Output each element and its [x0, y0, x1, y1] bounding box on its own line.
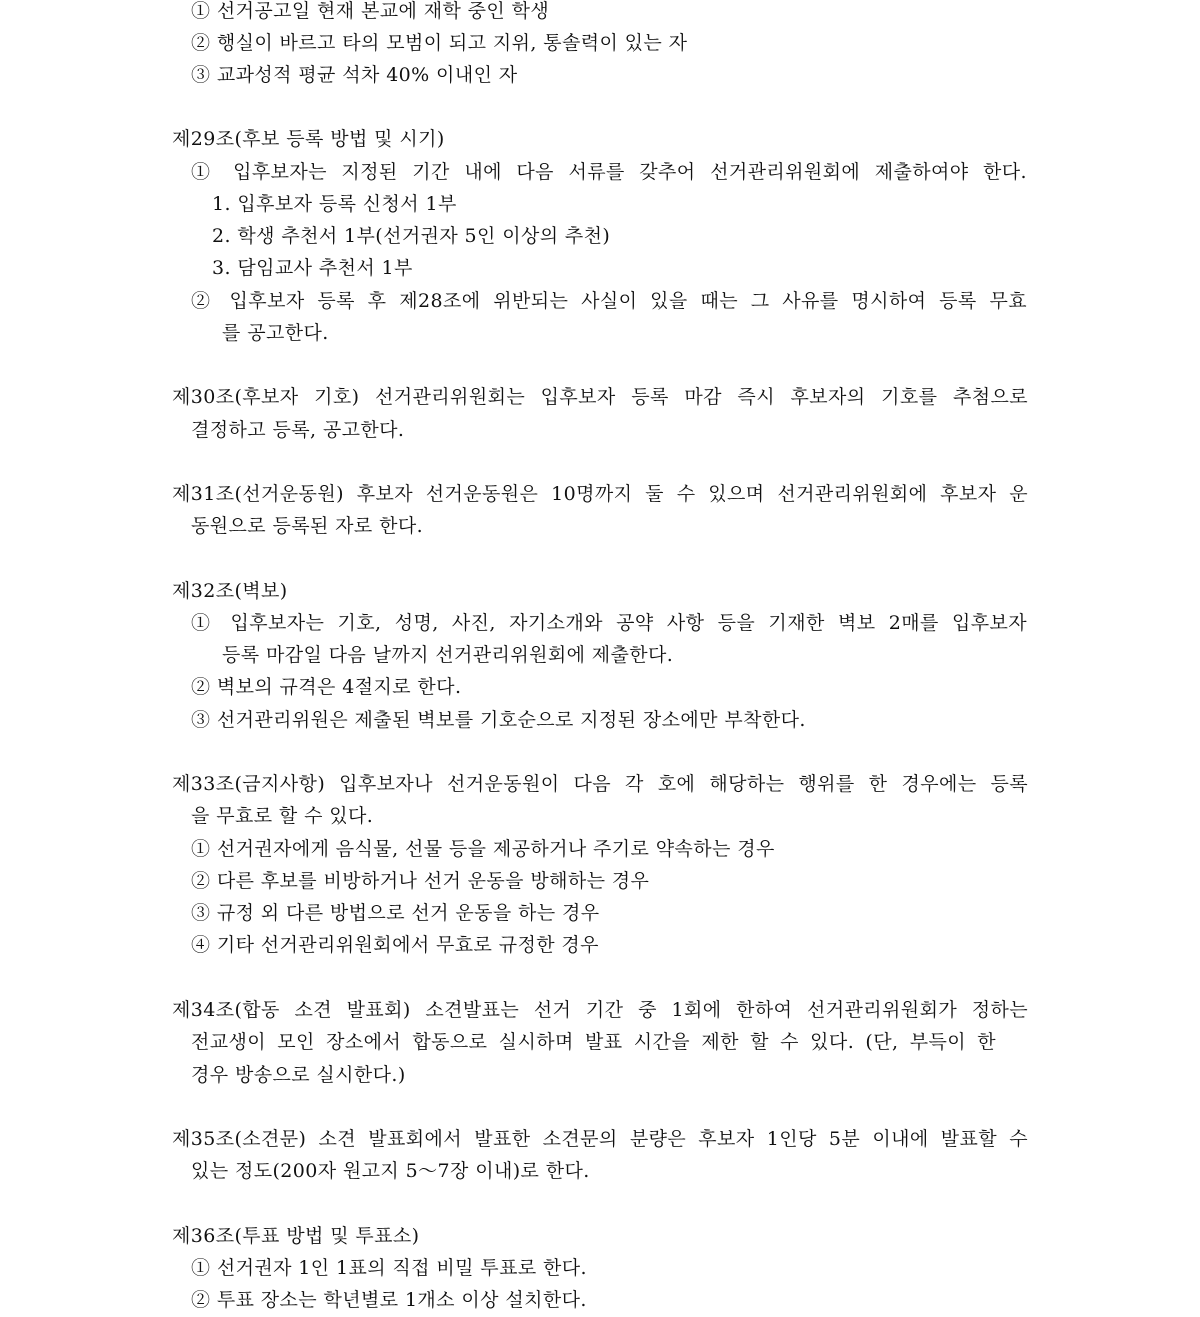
article-33-item-4: ④ 기타 선거관리위원회에서 무효로 규정한 경우: [191, 934, 599, 956]
article-29-heading: 제29조(후보 등록 방법 및 시기): [172, 128, 445, 150]
article-33-text-cont: 을 무효로 할 수 있다.: [191, 805, 374, 827]
eligibility-item-3: ③ 교과성적 평균 석차 40% 이내인 자: [191, 64, 518, 86]
article-32-item-1: ① 입후보자는 기호, 성명, 사진, 자기소개와 공약 사항 등을 기재한 벽보 2매를 입후보자: [191, 612, 1027, 634]
article-35-text-cont: 있는 정도(200자 원고지 5～7장 이내)로 한다.: [191, 1160, 590, 1182]
article-34-text-cont: 전교생이 모인 장소에서 합동으로 실시하며 발표 시간을 제한 할 수 있다. (단, 부득이 한: [191, 1031, 996, 1053]
article-33-item-3: ③ 규정 외 다른 방법으로 선거 운동을 하는 경우: [191, 902, 600, 924]
article-29-doc-3: 3. 담임교사 추천서 1부: [212, 257, 413, 279]
article-32-item-2: ② 벽보의 규격은 4절지로 한다.: [191, 676, 462, 698]
eligibility-item-2: ② 행실이 바르고 타의 모범이 되고 지위, 통솔력이 있는 자: [191, 32, 688, 54]
article-29-doc-2: 2. 학생 추천서 1부(선거권자 5인 이상의 추천): [212, 225, 611, 247]
article-29-item-1: ① 입후보자는 지정된 기간 내에 다음 서류를 갖추어 선거관리위원회에 제출하여야 한다.: [191, 161, 1027, 183]
article-29-item-2-cont: 를 공고한다.: [222, 322, 329, 344]
article-33-text: 제33조(금지사항) 입후보자나 선거운동원이 다음 각 호에 해당하는 행위를 한 경우에는 등록: [172, 773, 1028, 795]
article-36-heading: 제36조(투표 방법 및 투표소): [172, 1225, 420, 1247]
article-33-item-1: ① 선거권자에게 음식물, 선물 등을 제공하거나 주기로 약속하는 경우: [191, 838, 775, 860]
article-32-heading: 제32조(벽보): [172, 580, 288, 602]
article-31-text-cont: 동원으로 등록된 자로 한다.: [191, 515, 424, 537]
article-36-item-2: ② 투표 장소는 학년별로 1개소 이상 설치한다.: [191, 1289, 587, 1311]
article-32-item-3: ③ 선거관리위원은 제출된 벽보를 기호순으로 지정된 장소에만 부착한다.: [191, 709, 806, 731]
eligibility-item-1: ① 선거공고일 현재 본교에 재학 중인 학생: [191, 0, 550, 22]
article-35-text: 제35조(소견문) 소견 발표회에서 발표한 소견문의 분량은 후보자 1인당 5분 이내에 발표할 수: [172, 1128, 1028, 1150]
article-29-doc-1: 1. 입후보자 등록 신청서 1부: [212, 193, 457, 215]
article-30-text: 제30조(후보자 기호) 선거관리위원회는 입후보자 등록 마감 즉시 후보자의 기호를 추첨으로: [172, 386, 1028, 408]
article-33-item-2: ② 다른 후보를 비방하거나 선거 운동을 방해하는 경우: [191, 870, 650, 892]
article-31-text: 제31조(선거운동원) 후보자 선거운동원은 10명까지 둘 수 있으며 선거관리위원회에 후보자 운: [172, 483, 1028, 505]
article-29-item-2: ② 입후보자 등록 후 제28조에 위반되는 사실이 있을 때는 그 사유를 명시하여 등록 무효: [191, 290, 1027, 312]
article-34-text: 제34조(합동 소견 발표회) 소견발표는 선거 기간 중 1회에 한하여 선거관리위원회가 정하는: [172, 999, 1028, 1021]
article-30-text-cont: 결정하고 등록, 공고한다.: [191, 419, 405, 441]
article-36-item-1: ① 선거권자 1인 1표의 직접 비밀 투표로 한다.: [191, 1257, 587, 1279]
article-32-item-1-cont: 등록 마감일 다음 날까지 선거관리위원회에 제출한다.: [222, 644, 674, 666]
article-34-text-cont-2: 경우 방송으로 실시한다.): [191, 1064, 406, 1086]
